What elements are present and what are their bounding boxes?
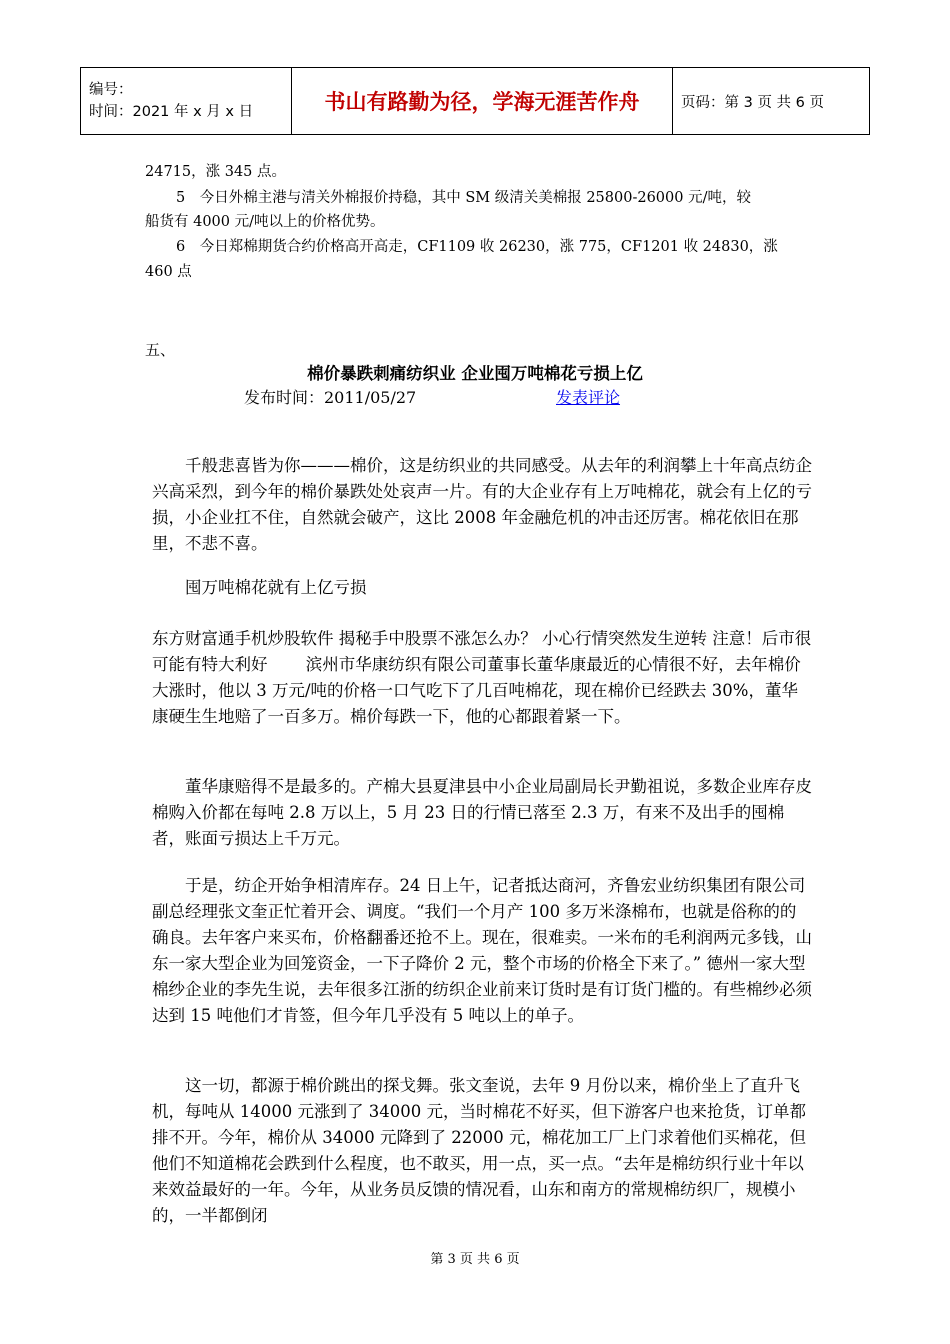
paragraph-5: 这一切，都源于棉价跳出的探戈舞。张文奎说，去年 9 月份以来，棉价坐上了直升飞机，每吨从 14000 元涨到了 34000 元，当时棉花不好买，但下游客户也来抢货，订单都排不开。今年，棉价从 34000 元降到了 22000 元，棉花加工厂上门求着他们买棉花，但他们不知道棉花会跌到什么程度，也不敢买，用一点，买一点。“去年是棉纺织行业十年以来效益最好的一年。今年，从业务员反馈的情况看，山东和南方的常规棉纺织厂，规模小的，一半都倒闭 [152,1076,806,1225]
paragraph-1: 千般悲喜皆为你———棉价，这是纺织业的共同感受。从去年的利润攀上十年高点纺企兴高采烈，到今年的棉价暴跌处处哀声一片。有的大企业存有上万吨棉花，就会有上亿的亏损，小企业扛不住，自然就会破产，这比 2008 年金融危机的冲击还厉害。棉花依旧在那里，不悲不喜。 [152,456,812,553]
top-line-5: 460 点 [145,264,192,280]
date-label: 时间：2021 年 x 月 x 日 [89,104,254,120]
post-comment-link[interactable]: 发表评论 [556,388,621,407]
serial-label: 编号： [89,82,133,98]
page-footer: 第 3 页 共 6 页 [430,1252,520,1267]
header-left-cell [81,68,292,135]
header-page-info: 页码：第 3 页 共 6 页 [673,68,870,135]
publish-time: 发布时间：2011/05/27 [244,388,417,407]
section-marker: 五、 [145,341,176,359]
article-title: 棉价暴跌刺痛纺织业 企业囤万吨棉花亏损上亿 [307,364,643,383]
header-motto: 书山有路勤为径，学海无涯苦作舟 [292,68,673,135]
top-line-3: 船货有 4000 元/吨以上的价格优势。 [145,214,385,230]
paragraph-4: 于是，纺企开始争相清库存。24 日上午，记者抵达商河，齐鲁宏业纺织集团有限公司副总经理张文奎正忙着开会、调度。“我们一个月产 100 多万米涤棉布，也就是俗称的的确良。去年客户来买布，价格翻番还抢不上。现在，很难卖。一米布的毛利润两元多钱，山东一家大型企业为回笼资金，一下子降价 2 元，整个市场的价格全下来了。” 德州一家大型棉纱企业的李先生说，去年很多江浙的纺织企业前来订货时是有订货门槛的。有些棉纱必须达到 15 吨他们才肯签，但今年几乎没有 5 吨以上的单子。 [152,876,812,1025]
subheading: 囤万吨棉花就有上亿亏损 [185,578,367,597]
paragraph-2: 东方财富通手机炒股软件 揭秘手中股票不涨怎么办？ 小心行情突然发生逆转 注意！后市很可能有特大利好 滨州市华康纺织有限公司董事长董华康最近的心情很不好，去年棉价大涨时，他以 3 万元/吨的价格一口气吃下了几百吨棉花，现在棉价已经跌去 30%，董华康硬生生地赔了一百多万。棉价每跌一下，他的心都跟着紧一下。 [152,629,812,726]
header-table [80,67,870,135]
top-line-4: 6 今日郑棉期货合约价格高开高走，CF1109 收 26230，涨 775，CF1201 收 24830，涨 [176,239,778,255]
top-line-2: 5 今日外棉主港与清关外棉报价持稳，其中 SM 级清关美棉报 25800-26000 元/吨，较 [176,190,751,206]
paragraph-3: 董华康赔得不是最多的。产棉大县夏津县中小企业局副局长尹勤祖说，多数企业库存皮棉购入价都在每吨 2.8 万以上，5 月 23 日的行情已落至 2.3 万，有来不及出手的囤棉者，账面亏损达上千万元。 [152,777,812,848]
top-line-1: 24715，涨 345 点。 [145,164,287,180]
